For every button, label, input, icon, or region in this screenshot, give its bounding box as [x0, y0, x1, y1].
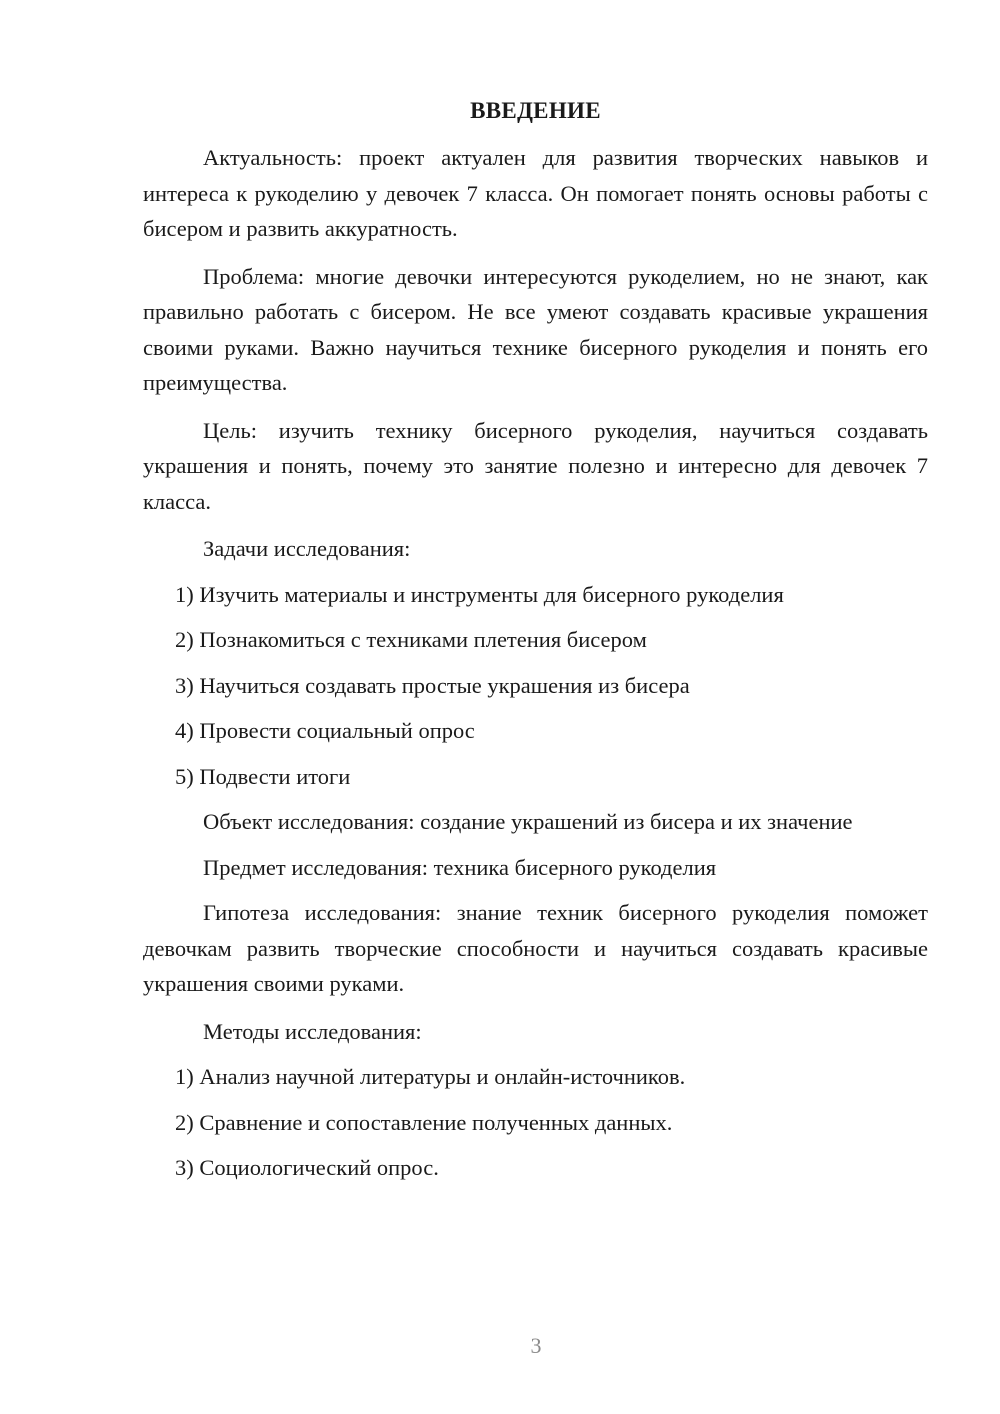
list-item: 4) Провести социальный опрос	[175, 718, 475, 743]
methods-list	[143, 1059, 928, 1186]
list-item: 2) Познакомиться с техниками плетения бисером	[175, 627, 647, 652]
hypothesis-paragraph: Гипотеза исследования: знание техник бисерного рукоделия поможет девочкам развить творческие способности и научиться создавать красивые украшения своими руками.	[143, 900, 928, 996]
page-number: 3	[530, 1333, 542, 1358]
research-object: Объект исследования: создание украшений из бисера и их значение	[203, 809, 853, 834]
list-item: 5) Подвести итоги	[175, 763, 351, 789]
methods-label: Методы исследования:	[203, 1018, 422, 1044]
tasks-list	[143, 577, 928, 795]
relevance-paragraph: Актуальность: проект актуален для развития творческих навыков и интереса к рукоделию у девочек 7 класса. Он помогает понять основы работы с бисером и развить аккуратность.	[143, 145, 928, 241]
list-item: 3) Социологический опрос.	[175, 1155, 439, 1180]
list-item: 3) Научиться создавать простые украшения из бисера	[175, 672, 690, 698]
page-title: ВВЕДЕНИЕ	[470, 98, 601, 123]
list-item: 2) Сравнение и сопоставление полученных данных.	[175, 1109, 673, 1135]
problem-paragraph: Проблема: многие девочки интересуются рукоделием, но не знают, как правильно работать с бисером. Не все умеют создавать красивые украшения своими руками. Важно научиться технике бисерного рукоделия и понять его преимущества.	[143, 263, 928, 395]
document-page	[143, 94, 928, 1196]
list-item: 1) Анализ научной литературы и онлайн-источников.	[175, 1064, 686, 1089]
list-item: 1) Изучить материалы и инструменты для бисерного рукоделия	[175, 581, 784, 607]
research-subject: Предмет исследования: техника бисерного рукоделия	[203, 854, 717, 880]
goal-paragraph: Цель: изучить технику бисерного рукоделия, научиться создавать украшения и понять, почему это занятие полезно и интересно для девочек 7 класса.	[143, 417, 928, 514]
tasks-label: Задачи исследования:	[203, 536, 411, 561]
